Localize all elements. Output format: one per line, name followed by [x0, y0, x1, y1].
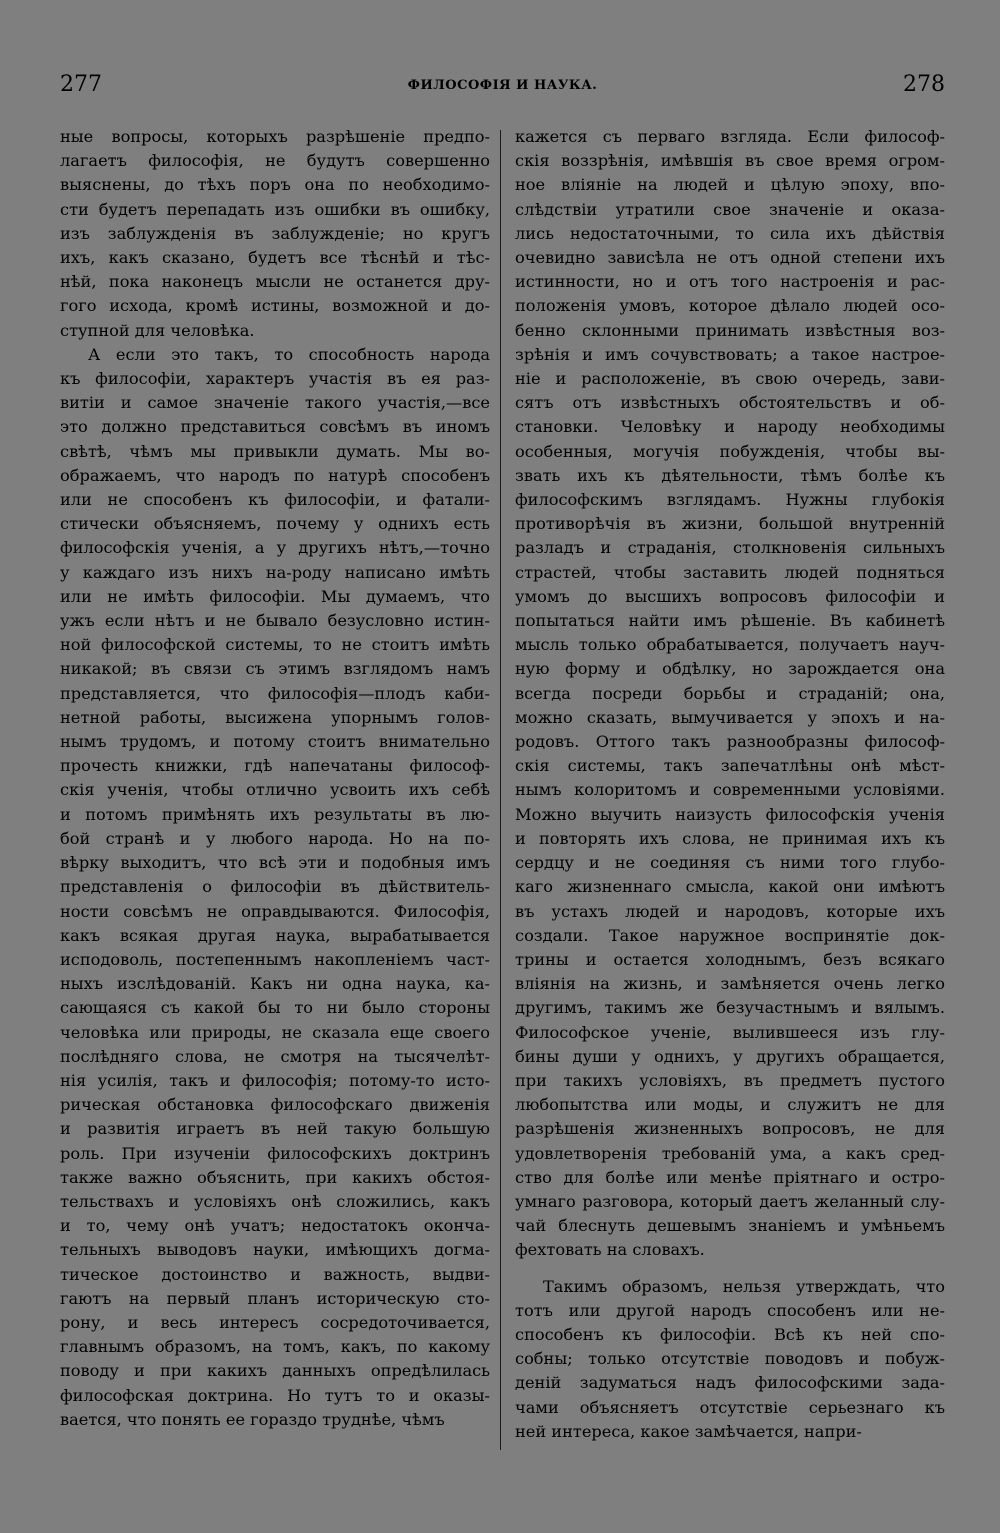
- text-line: и повторять ихъ слова, не принимая ихъ къ: [515, 828, 945, 848]
- text-line: любопытства или моды, и служитъ не для: [515, 1095, 945, 1115]
- text-line: философскія ученія, а у другихъ нѣтъ,—точно: [60, 538, 490, 558]
- text-line: ныхъ изслѣдованій. Какъ ни одна наука, ка-: [60, 974, 490, 994]
- text-line: ніе и расположеніе, въ свою очередь, зави-: [515, 369, 945, 389]
- text-line: вліянія на жизнь, и замѣняется очень легко: [515, 974, 945, 994]
- text-line: къ философіи, характеръ участія въ ея раз-: [60, 369, 490, 389]
- text-line: сердцу и не соединяя съ ними того глубо-: [515, 853, 945, 873]
- text-line: Можно выучить наизусть философскія ученія: [515, 804, 945, 824]
- text-line: представляется, что философія—плодъ каби-: [60, 683, 490, 703]
- text-line: лагаетъ философія, не будутъ совершенно: [60, 151, 490, 171]
- text-line: кажется съ перваго взгляда. Если философ-: [515, 127, 945, 146]
- text-line: нѣй, пока наконецъ мысли не останется дру-: [60, 272, 490, 292]
- right-page-number: 278: [903, 72, 945, 97]
- running-title: ФИЛОСОФІЯ И НАУКА.: [407, 78, 598, 93]
- text-line: витіи и самое значеніе такого участія,—все: [60, 393, 490, 413]
- text-line: рическая обстановка философскаго движенія: [60, 1095, 490, 1115]
- text-line: и развитія играетъ въ ней такую большую: [60, 1119, 490, 1139]
- text-line: вается, что понять ее гораздо труднѣе, чѣмъ: [60, 1409, 445, 1429]
- left-paragraph: [60, 125, 490, 343]
- text-line: удовлетворенія требованій ума, а какъ сред-: [515, 1143, 945, 1163]
- text-line: или не способенъ къ философіи, и фатали-: [60, 490, 490, 510]
- text-line: А если это такъ, то способность народа: [88, 344, 490, 364]
- right-column: [515, 125, 945, 1444]
- text-line: гого исхода, кромѣ истины, возможной и до-: [60, 296, 490, 316]
- text-line: истинности, но и отъ того настроенія и рас-: [515, 272, 945, 292]
- left-page-number: 277: [60, 72, 102, 97]
- text-line: тельствахъ и условіяхъ онѣ сложились, какъ: [60, 1191, 490, 1211]
- text-line: родовъ. Оттого такъ разнообразны философ-: [515, 732, 945, 752]
- column-divider: [500, 130, 501, 1450]
- text-line: положенія умовъ, которое дѣлало людей осо-: [515, 296, 945, 316]
- text-line: особенныя, могучія побужденія, чтобы вы-: [515, 441, 945, 461]
- right-paragraph: [515, 125, 945, 1263]
- text-line: поводу и при какихъ данныхъ опредѣлилась: [60, 1361, 490, 1381]
- text-line: разладъ и страданія, столкновенія сильныхъ: [515, 538, 945, 558]
- text-line: это должно представиться совсѣмъ въ иномъ: [60, 417, 490, 437]
- text-line: сающаяся съ какой бы то ни было стороны: [60, 998, 490, 1018]
- right-paragraph: [515, 1275, 945, 1444]
- text-line: звать ихъ къ дѣятельности, тѣмъ болѣе къ: [515, 465, 945, 485]
- text-line: бой странѣ и у любого народа. Но на по-: [60, 828, 490, 848]
- text-line: исподоволь, постепеннымъ накопленіемъ част-: [60, 949, 490, 969]
- text-line: тотъ или другой народъ способенъ или не-: [515, 1300, 945, 1320]
- text-line: умнаго разговора, который даетъ желанный слу-: [515, 1191, 945, 1211]
- text-line: зрѣнія и имъ сочувствовать; а такое настрое-: [515, 344, 945, 364]
- text-line: человѣка или природы, не сказала еще своего: [60, 1022, 490, 1042]
- text-line: ображаемъ, что народъ по натурѣ способенъ: [60, 465, 490, 485]
- text-line: мысль только обрабатывается, получаетъ науч-: [515, 635, 945, 655]
- text-line: тическое достоинство и важность, выдви-: [60, 1264, 490, 1284]
- paragraph-gap: [515, 1263, 945, 1275]
- text-line: роль. При изученіи философскихъ доктринъ: [60, 1143, 490, 1163]
- text-line: послѣдняго слова, не смотря на тысячелѣт-: [60, 1046, 490, 1066]
- text-line: чами объясняетъ отсутствіе серьезнаго къ: [515, 1397, 945, 1417]
- text-line: ство для болѣе или менѣе пріятнаго и остро-: [515, 1167, 945, 1187]
- text-line: ужъ если нѣтъ и не бывало безусловно истин-: [60, 611, 490, 631]
- text-line: попытаться найти имъ рѣшеніе. Въ кабинетѣ: [515, 611, 945, 631]
- text-line: стически объясняемъ, почему у однихъ есть: [60, 514, 490, 534]
- text-line: Такимъ образомъ, нельзя утверждать, что: [543, 1276, 945, 1296]
- text-line: слѣдствіи утратили свое значеніе и оказа-: [515, 199, 945, 219]
- text-line: философскимъ взглядамъ. Нужны глубокія: [515, 490, 945, 510]
- text-line: рону, и весь интересъ сосредоточивается,: [60, 1312, 490, 1332]
- text-line: нымъ колоритомъ и современными условіями.: [515, 780, 945, 800]
- text-line: умомъ до высшихъ вопросовъ философіи и: [515, 586, 945, 606]
- text-line: главнымъ образомъ, на томъ, какъ, по какому: [60, 1337, 490, 1357]
- text-line: становки. Человѣку и народу необходимы: [515, 417, 945, 437]
- text-line: очевидно зависѣла не отъ одной степени ихъ: [515, 248, 945, 268]
- text-line: ступной для человѣка.: [60, 320, 255, 340]
- text-line: вѣрку выходитъ, что всѣ эти и подобныя имъ: [60, 853, 490, 873]
- text-line: бенно склонными принимать извѣстныя воз-: [515, 320, 945, 340]
- text-line: философская доктрина. Но тутъ то и оказы-: [60, 1385, 490, 1405]
- text-line: скія ученія, чтобы отлично усвоить ихъ себѣ: [60, 780, 490, 800]
- text-line: изъ заблужденія въ заблужденіе; но кругъ: [60, 223, 490, 243]
- text-line: гаютъ на первый планъ историческую сто-: [60, 1288, 490, 1308]
- text-line: ное вліяніе на людей и цѣлую эпоху, впо-: [515, 175, 945, 195]
- text-line: чай блеснуть дешевымъ знаніемъ и умѣньемъ: [515, 1216, 945, 1236]
- text-line: собны; только отсутствіе поводовъ и побуж-: [515, 1349, 945, 1369]
- text-line: при такихъ условіяхъ, въ предметъ пустого: [515, 1070, 945, 1090]
- text-line: сятъ отъ извѣстныхъ обстоятельствъ и об-: [515, 393, 945, 413]
- text-line: ихъ, какъ сказано, будетъ все тѣснѣй и тѣс-: [60, 248, 490, 268]
- text-line: нія усилія, такъ и философія; потому-то исто-: [60, 1070, 490, 1090]
- text-line: скія системы, такъ запечатлѣны онѣ мѣст-: [515, 756, 945, 776]
- text-line: въ устахъ людей и народовъ, которые ихъ: [515, 901, 945, 921]
- text-line: другимъ, такимъ же безучастнымъ и вялымъ.: [515, 998, 945, 1018]
- text-line: и потомъ примѣнять ихъ результаты въ лю-: [60, 804, 490, 824]
- text-line: и то, чему онѣ учатъ; недостатокъ оконча-: [60, 1216, 490, 1236]
- text-line: скія воззрѣнія, имѣвшія въ свое время огром-: [515, 151, 945, 171]
- page-header: [60, 72, 945, 102]
- text-line: бины души у однихъ, у другихъ обращается,: [515, 1046, 945, 1066]
- text-line: страстей, чтобы заставить людей подняться: [515, 562, 945, 582]
- text-line: ной философской системы, то не стоитъ имѣть: [60, 635, 490, 655]
- text-line: сти будетъ перепадать изъ ошибки въ ошибку,: [60, 199, 490, 219]
- text-line: или не имѣть философіи. Мы думаемъ, что: [60, 586, 490, 606]
- text-line: какъ всякая другая наука, вырабатывается: [60, 925, 490, 945]
- text-line: никакой; въ связи съ этимъ взглядомъ намъ: [60, 659, 490, 679]
- text-line: также важно объяснить, при какихъ обстоя-: [60, 1167, 490, 1187]
- text-line: разрѣшенія жизненныхъ вопросовъ, не для: [515, 1119, 945, 1139]
- text-line: прочесть книжки, гдѣ напечатаны философ-: [60, 756, 490, 776]
- text-line: ности совсѣмъ не оправдываются. Философія,: [60, 901, 490, 921]
- text-line: Философское ученіе, вылившееся изъ глу-: [515, 1022, 945, 1042]
- text-line: ную форму и обдѣлку, но зарождается она: [515, 659, 945, 679]
- text-line: всегда посреди борьбы и страданій; она,: [515, 683, 945, 703]
- text-line: свѣтѣ, чѣмъ мы привыкли думать. Мы во-: [60, 441, 490, 461]
- text-line: ные вопросы, которыхъ разрѣшеніе предпо-: [60, 127, 490, 146]
- text-line: нетной работы, высижена упорнымъ голов-: [60, 707, 490, 727]
- text-line: выяснены, до тѣхъ поръ она по необходимо-: [60, 175, 490, 195]
- text-line: противорѣчія въ жизни, большой внутренній: [515, 514, 945, 534]
- text-line: лись недостаточными, то сила ихъ дѣйствія: [515, 223, 945, 243]
- text-line: нымъ трудомъ, и потому стоитъ внимательно: [60, 732, 490, 752]
- text-line: создали. Такое наружное воспринятіе док-: [515, 925, 945, 945]
- text-line: тельныхъ выводовъ науки, имѣющихъ догма-: [60, 1240, 490, 1260]
- text-line: ней интереса, какое замѣчается, напри-: [515, 1421, 862, 1441]
- text-line: трины и остается холоднымъ, безъ всякаго: [515, 949, 945, 969]
- left-column: [60, 125, 490, 1432]
- text-line: фехтовать на словахъ.: [515, 1240, 705, 1260]
- text-line: способенъ къ философіи. Всѣ къ ней спо-: [515, 1324, 945, 1344]
- text-line: каго жизненнаго смысла, какой они имѣютъ: [515, 877, 945, 897]
- text-line: представленія о философіи въ дѣйствитель-: [60, 877, 490, 897]
- text-line: у каждаго изъ нихъ на-роду написано имѣть: [60, 562, 490, 582]
- left-paragraph: [60, 343, 490, 1432]
- text-line: деній задуматься надъ философскими зада-: [515, 1373, 945, 1393]
- text-line: можно сказать, вымучивается у эпохъ и на-: [515, 707, 945, 727]
